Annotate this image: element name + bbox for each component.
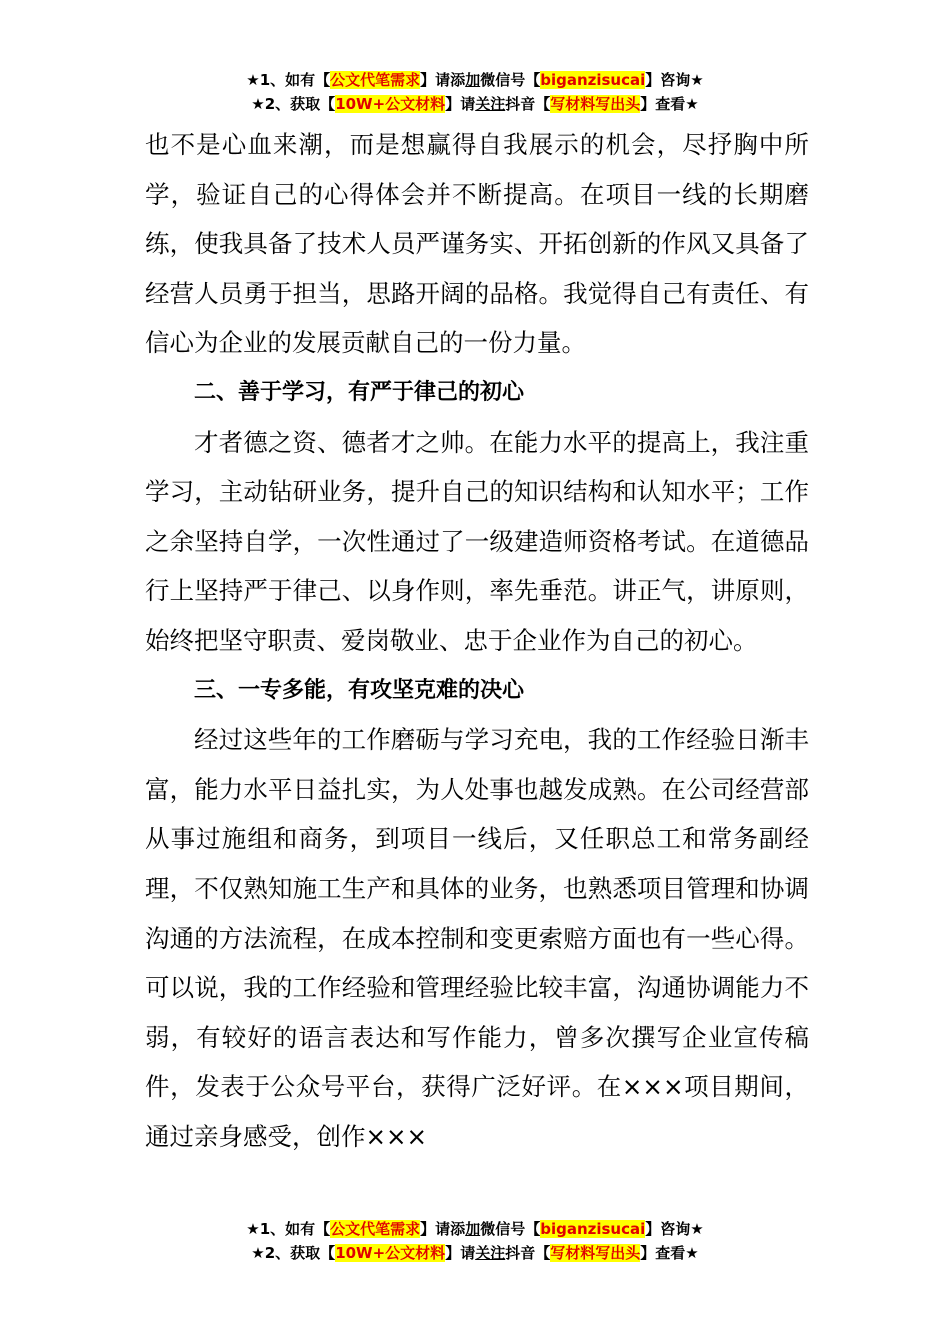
highlight-materials: 10W+公文材料 — [335, 1244, 446, 1262]
document-body — [145, 120, 809, 1161]
highlight-service: 公文代笔需求 — [330, 1220, 421, 1238]
banner-text: 抖音【 — [505, 1244, 551, 1262]
header-banner — [0, 68, 950, 116]
banner-text: 】咨询★ — [645, 71, 704, 89]
banner-underlined: 加 — [465, 1220, 481, 1238]
banner-text: 】查看★ — [640, 1244, 699, 1262]
paragraph-section-3: 经过这些年的工作磨砺与学习充电，我的工作经验日渐丰富，能力水平日益扎实，为人处事也越发成熟。在公司经营部从事过施组和商务，到项目一线后，又任职总工和常务副经理，不仅熟知施工生产和具体的业务，也熟悉项目管理和协调沟通的方法流程，在成本控制和变更索赔方面也有一些心得。可以说，我的工作经验和管理经验比较丰富，沟通协调能力不弱，有较好的语言表达和写作能力，曾多次撰写企业宣传稿件，发表于公众号平台，获得广泛好评。在×××项目期间，通过亲身感受，创作××× — [145, 725, 809, 1151]
banner-line-2 — [0, 1241, 950, 1265]
footer-banner — [0, 1217, 950, 1265]
banner-text: 】咨询★ — [645, 1220, 704, 1238]
banner-text: 】请添 — [420, 71, 466, 89]
banner-line-1 — [0, 68, 950, 92]
banner-text: ★1、如有【 — [246, 71, 331, 89]
banner-text: 】查看★ — [640, 95, 699, 113]
highlight-service: 公文代笔需求 — [330, 71, 421, 89]
banner-text: 微信号【 — [480, 71, 541, 89]
banner-text: 】请 — [445, 1244, 476, 1262]
banner-text: 微信号【 — [480, 1220, 541, 1238]
banner-underlined: 加 — [465, 71, 481, 89]
section-heading-3: 三、一专多能，有攻坚克难的决心 — [194, 677, 525, 703]
banner-underlined: 关注 — [475, 95, 506, 113]
section-heading-2: 二、善于学习，有严于律己的初心 — [194, 379, 525, 405]
paragraph-continued: 也不是心血来潮，而是想赢得自我展示的机会，尽抒胸中所学，验证自己的心得体会并不断提高。在项目一线的长期磨练，使我具备了技术人员严谨务实、开拓创新的作风又具备了经营人员勇于担当，思路开阔的品格。我觉得自己有责任、有信心为企业的发展贡献自己的一份力量。 — [145, 130, 809, 358]
banner-text: 】请 — [445, 95, 476, 113]
highlight-douyin-id: 写材料写出头 — [550, 95, 641, 113]
banner-line-1 — [0, 1217, 950, 1241]
paragraph-section-2: 才者德之资、德者才之帅。在能力水平的提高上，我注重学习，主动钻研业务，提升自己的知识结构和认知水平；工作之余坚持自学，一次性通过了一级建造师资格考试。在道德品行上坚持严于律己、以身作则，率先垂范。讲正气，讲原则，始终把坚守职责、爱岗敬业、忠于企业作为自己的初心。 — [145, 427, 809, 655]
banner-text: 抖音【 — [505, 95, 551, 113]
banner-text: ★2、获取【 — [251, 1244, 336, 1262]
banner-line-2 — [0, 92, 950, 116]
highlight-douyin-id: 写材料写出头 — [550, 1244, 641, 1262]
highlight-wechat-id: biganzisucai — [540, 71, 646, 89]
banner-text: 】请添 — [420, 1220, 466, 1238]
highlight-wechat-id: biganzisucai — [540, 1220, 646, 1238]
highlight-materials: 10W+公文材料 — [335, 95, 446, 113]
banner-text: ★1、如有【 — [246, 1220, 331, 1238]
banner-text: ★2、获取【 — [251, 95, 336, 113]
banner-underlined: 关注 — [475, 1244, 506, 1262]
